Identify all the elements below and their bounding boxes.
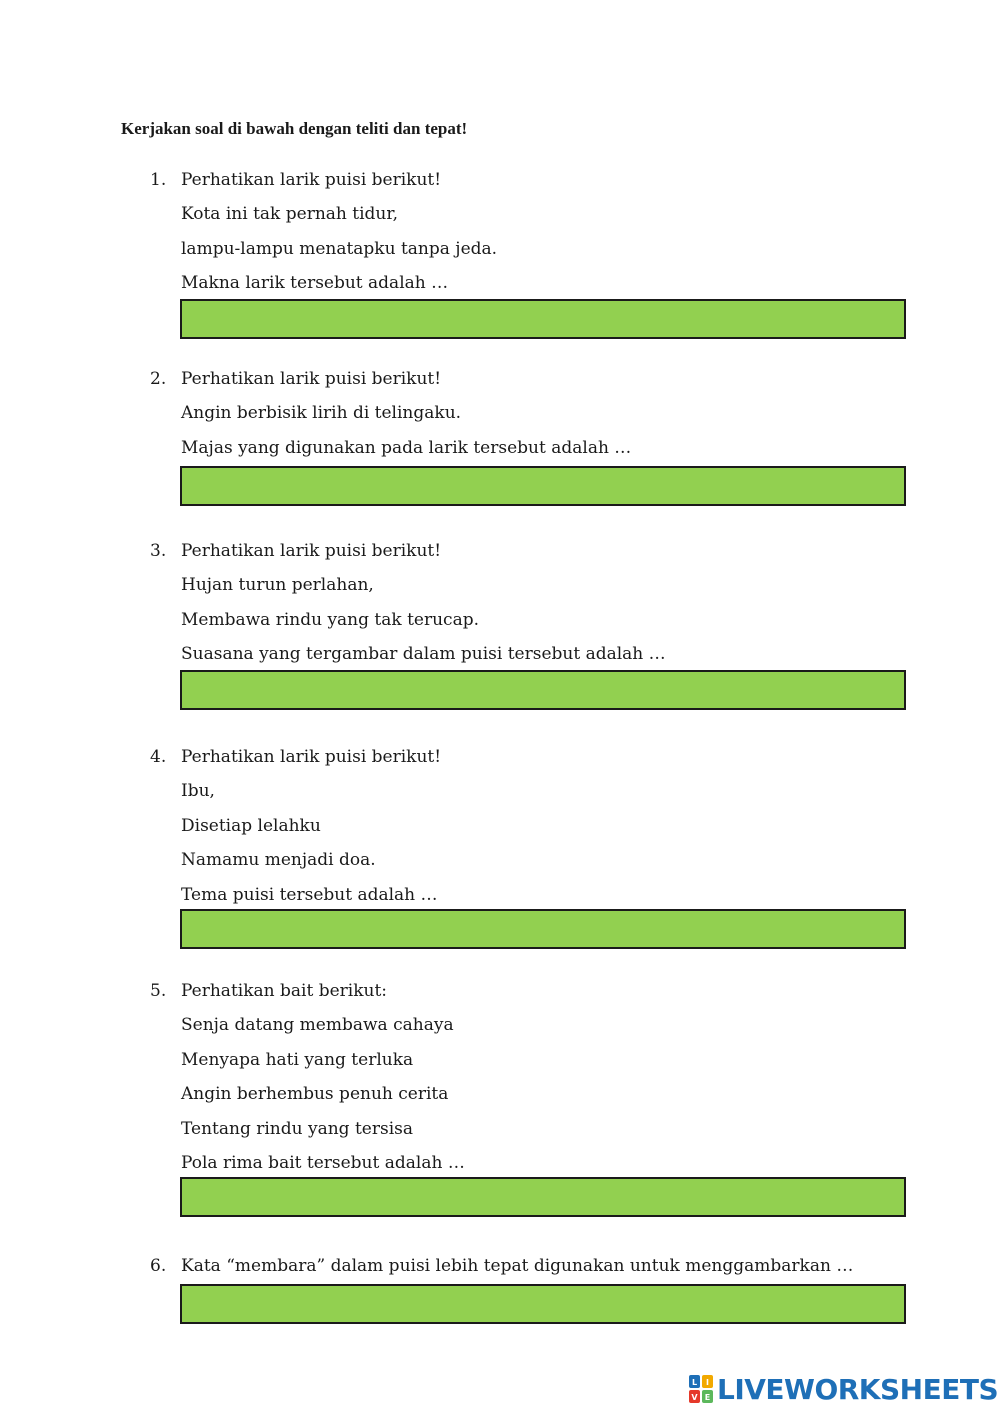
question-line bbox=[150, 540, 910, 574]
question-number: 4. bbox=[150, 747, 167, 767]
poem-line bbox=[150, 574, 910, 608]
question-ask-text: Pola rima bait tersebut adalah … bbox=[181, 1152, 465, 1173]
question-number: 5. bbox=[150, 981, 167, 1001]
answer-input-5[interactable] bbox=[180, 1177, 906, 1217]
poem-line bbox=[150, 238, 910, 272]
answer-input-2[interactable] bbox=[180, 466, 906, 506]
question-prompt: Perhatikan larik puisi berikut! bbox=[181, 170, 442, 190]
svg-text:V: V bbox=[691, 1393, 698, 1402]
answer-input-6[interactable] bbox=[180, 1284, 906, 1324]
question-5 bbox=[150, 980, 910, 1186]
question-number: 3. bbox=[150, 541, 167, 561]
poem-line-text: Angin berbisik lirih di telingaku. bbox=[181, 403, 462, 424]
poem-line-text: lampu-lampu menatapku tanpa jeda. bbox=[181, 238, 498, 259]
question-number: 1. bbox=[150, 170, 167, 190]
question-1 bbox=[150, 169, 910, 307]
liveworksheets-logo-icon bbox=[689, 1375, 713, 1403]
poem-line bbox=[150, 780, 910, 814]
svg-text:I: I bbox=[706, 1378, 709, 1387]
question-number: 2. bbox=[150, 369, 167, 389]
poem-line bbox=[150, 849, 910, 883]
question-line bbox=[150, 368, 910, 402]
poem-line-text: Menyapa hati yang terluka bbox=[181, 1049, 414, 1070]
poem-line bbox=[150, 609, 910, 643]
answer-input-4[interactable] bbox=[180, 909, 906, 949]
poem-line-text: Hujan turun perlahan, bbox=[181, 575, 374, 596]
question-2 bbox=[150, 368, 910, 471]
poem-line-text: Ibu, bbox=[181, 781, 215, 802]
poem-line bbox=[150, 203, 910, 237]
poem-line bbox=[150, 1083, 910, 1117]
question-line bbox=[150, 980, 910, 1014]
poem-line-text: Namamu menjadi doa. bbox=[181, 850, 376, 871]
question-ask-text: Suasana yang tergambar dalam puisi tersebut adalah … bbox=[181, 644, 666, 665]
question-ask-text: Majas yang digunakan pada larik tersebut adalah … bbox=[181, 437, 632, 458]
question-prompt: Perhatikan larik puisi berikut! bbox=[181, 541, 442, 561]
question-ask-text: Makna larik tersebut adalah … bbox=[181, 273, 449, 294]
question-number: 6. bbox=[150, 1256, 167, 1276]
poem-line bbox=[150, 1049, 910, 1083]
poem-line-text: Angin berhembus penuh cerita bbox=[181, 1084, 449, 1105]
question-line bbox=[150, 746, 910, 780]
question-prompt: Perhatikan bait berikut: bbox=[181, 981, 388, 1001]
svg-text:L: L bbox=[691, 1378, 698, 1387]
question-prompt: Kata “membara” dalam puisi lebih tepat digunakan untuk menggambarkan … bbox=[181, 1256, 854, 1276]
question-4 bbox=[150, 746, 910, 918]
poem-line-text: Membawa rindu yang tak terucap. bbox=[181, 609, 479, 630]
question-line bbox=[150, 169, 910, 203]
answer-input-3[interactable] bbox=[180, 670, 906, 710]
poem-line-text: Disetiap lelahku bbox=[181, 815, 321, 836]
poem-line bbox=[150, 815, 910, 849]
svg-text:E: E bbox=[704, 1393, 711, 1402]
poem-line bbox=[150, 1014, 910, 1048]
worksheet-instruction: Kerjakan soal di bawah dengan teliti dan tepat! bbox=[121, 119, 468, 138]
poem-line-text: Kota ini tak pernah tidur, bbox=[181, 204, 399, 225]
question-prompt: Perhatikan larik puisi berikut! bbox=[181, 747, 442, 767]
question-ask-text: Tema puisi tersebut adalah … bbox=[181, 884, 438, 905]
poem-line bbox=[150, 1118, 910, 1152]
poem-line-text: Tentang rindu yang tersisa bbox=[181, 1118, 413, 1139]
logo-wordmark: LIVEWORKSHEETS bbox=[717, 1372, 999, 1406]
question-3 bbox=[150, 540, 910, 678]
poem-line bbox=[150, 402, 910, 436]
answer-input-1[interactable] bbox=[180, 299, 906, 339]
liveworksheets-logo bbox=[689, 1373, 998, 1405]
question-prompt: Perhatikan larik puisi berikut! bbox=[181, 369, 442, 389]
poem-line-text: Senja datang membawa cahaya bbox=[181, 1015, 454, 1036]
